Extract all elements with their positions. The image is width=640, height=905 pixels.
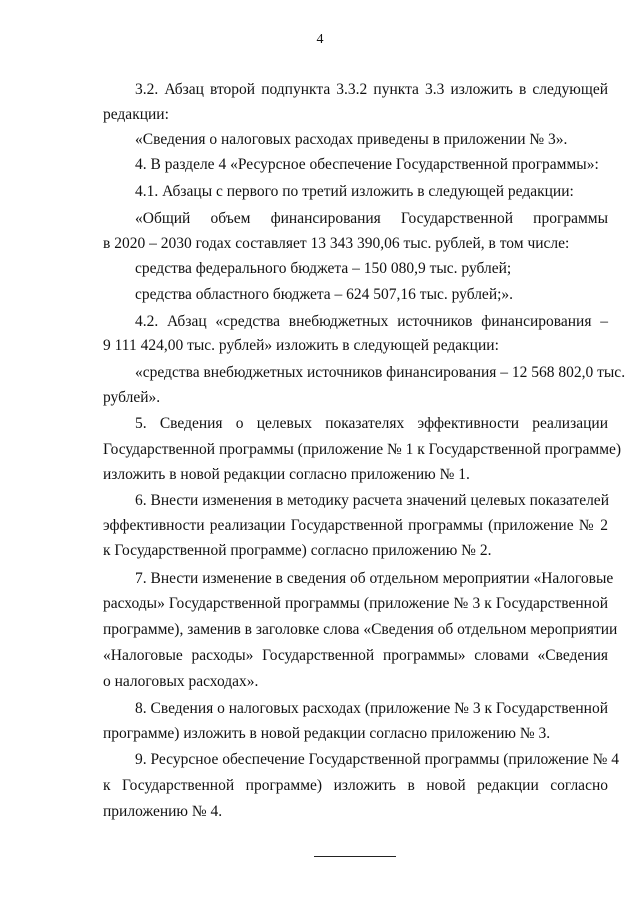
text-line: в 2020 – 2030 годах составляет 13 343 390,06 тыс. рублей, в том числе:	[103, 235, 570, 252]
text-line: изложить в новой редакции согласно приложению № 1.	[103, 466, 470, 483]
text-line: расходы» Государственной программы (приложение № 3 к Государственной	[103, 595, 608, 612]
text-line: средства областного бюджета – 624 507,16 тыс. рублей;».	[135, 286, 514, 303]
text-line: 4.2. Абзац «средства внебюджетных источников финансирования –	[135, 313, 608, 330]
text-line: к Государственной программе) изложить в новой редакции согласно	[103, 777, 608, 794]
end-of-document-rule	[314, 856, 396, 857]
text-line: 7. Внести изменение в сведения об отдельном мероприятии «Налоговые	[135, 570, 614, 587]
text-line: 9. Ресурсное обеспечение Государственной программы (приложение № 4	[135, 751, 620, 768]
page-number: 4	[316, 32, 324, 47]
text-line: рублей».	[103, 389, 161, 406]
text-line: 8. Сведения о налоговых расходах (приложение № 3 к Государственной	[135, 700, 608, 717]
text-line: 5. Сведения о целевых показателях эффективности реализации	[135, 415, 608, 432]
text-line: 4.1. Абзацы с первого по третий изложить в следующей редакции:	[135, 183, 574, 200]
text-line: Государственной программы (приложение № 1 к Государственной программе)	[103, 441, 622, 458]
text-line: 3.2. Абзац второй подпункта 3.3.2 пункта 3.3 изложить в следующей	[135, 81, 608, 98]
text-line: к Государственной программе) согласно приложению № 2.	[103, 542, 492, 559]
text-line: о налоговых расходах».	[103, 673, 259, 690]
text-line: «Налоговые расходы» Государственной программы» словами «Сведения	[103, 647, 608, 664]
text-line: 6. Внести изменения в методику расчета значений целевых показателей	[135, 492, 609, 509]
text-line: программе), заменив в заголовке слова «Сведения об отдельном мероприятии	[103, 621, 618, 638]
text-line: средства федерального бюджета – 150 080,9 тыс. рублей;	[135, 260, 512, 277]
text-line: «средства внебюджетных источников финансирования – 12 568 802,0 тыс.	[135, 364, 626, 381]
text-line: приложению № 4.	[103, 803, 223, 820]
text-line: 9 111 424,00 тыс. рублей» изложить в следующей редакции:	[103, 337, 499, 354]
text-line: «Общий объем финансирования Государственной программы	[135, 210, 608, 227]
text-line: 4. В разделе 4 «Ресурсное обеспечение Государственной программы»:	[135, 156, 599, 173]
text-line: эффективности реализации Государственной программы (приложение № 2	[103, 517, 608, 534]
text-line: программе) изложить в новой редакции согласно приложению № 3.	[103, 725, 551, 742]
text-line: редакции:	[103, 106, 169, 123]
text-line: «Сведения о налоговых расходах приведены в приложении № 3».	[135, 131, 568, 148]
